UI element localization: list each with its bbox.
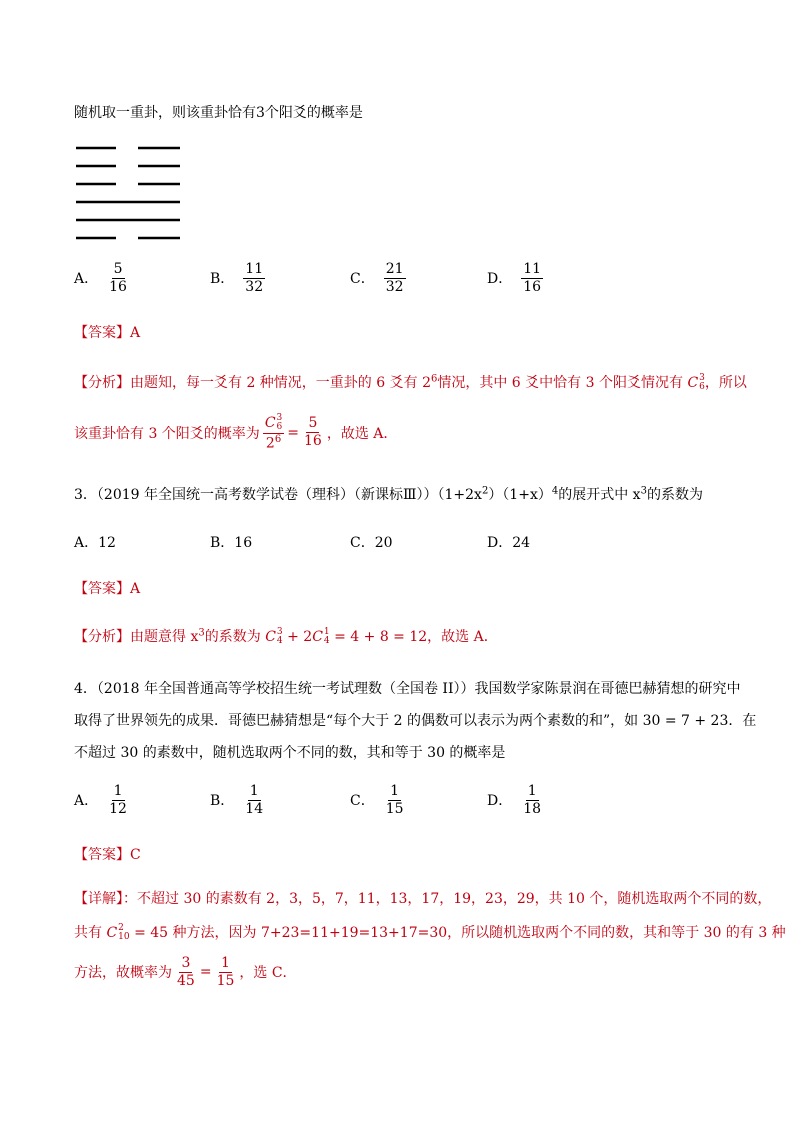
answer-value: A xyxy=(130,325,141,341)
hexagram-figure xyxy=(74,140,186,244)
question-stem: 随机取一重卦，则该重卦恰有3个阳爻的概率是 xyxy=(74,105,363,121)
q3-option-b: B．16 xyxy=(210,535,253,551)
q4-option-b: B． $\frac{1}{14}$ xyxy=(210,783,264,817)
q4-option-a: A． $\frac{1}{12}$ xyxy=(74,783,127,817)
q4-detail-line-1: 【详解】：不超过 30 的素数有 2，3，5，7，11，13，17，19，23，29，共 10 个，随机选取两个不同的数， xyxy=(74,891,772,907)
option-a: A． $\frac{5}{16}$ xyxy=(74,261,127,295)
q4-detail-line-3: 方法，故概率为 $\frac{3}{45}$ = $\frac{1}{15}$ ，选 C． xyxy=(74,955,297,989)
q3-option-a: A．12 xyxy=(74,535,116,551)
q4-detail-line-2: 共有 C 2 10 = 45 种方法，因为 7+23=11+19=13+17=30，所以随机选取两个不同的数，其和等于 30 的有 3 种 xyxy=(74,923,786,942)
option-c: C． $\frac{21}{32}$ xyxy=(350,261,404,295)
analysis-line-1: 【分析】由题知，每一爻有 2 种情况，一重卦的 6 爻有 $2^6$情况，其中 6 爻中恰有 3 个阳爻情况有 C 3 6 ，所以 xyxy=(74,373,747,392)
q3-option-d: D．24 xyxy=(487,535,531,551)
q4-stem-line-1: 4．（2018 年全国普通高等学校招生统一考试理数（全国卷 II））我国数学家陈景润在哥德巴赫猜想的研究中 xyxy=(74,681,741,697)
answer-tag: 【答案】 xyxy=(74,325,130,341)
q4-answer-line: 【答案】C xyxy=(74,847,141,863)
option-b: B． $\frac{11}{32}$ xyxy=(210,261,264,295)
q3-analysis: 【分析】由题意得 $x^3$的系数为 C 3 4 + 2C 1 4 = 4 + 8 = 12，故选 A． xyxy=(74,627,498,646)
q4-option-c: C． $\frac{1}{15}$ xyxy=(350,783,404,817)
option-d: D． $\frac{11}{16}$ xyxy=(487,261,542,295)
q4-stem-line-2: 取得了世界领先的成果．哥德巴赫猜想是“每个大于 2 的偶数可以表示为两个素数的和”，如 30 = 7 + 23．在 xyxy=(74,713,757,729)
q3-answer-line: 【答案】A xyxy=(74,581,141,597)
q4-stem-line-3: 不超过 30 的素数中，随机选取两个不同的数，其和等于 30 的概率是 xyxy=(74,745,506,761)
analysis-line-2: 该重卦恰有 3 个阳爻的概率为 C 3 6 $2^6$ = $\frac{5}{16}$ ，故选 A． xyxy=(74,413,398,452)
q4-option-d: D． $\frac{1}{18}$ xyxy=(487,783,542,817)
q3-option-c: C．20 xyxy=(350,535,393,551)
answer-line xyxy=(74,322,140,342)
q3-stem: 3．（2019 年全国统一高考数学试卷（理科）（新课标$Ⅲ))(1+2x^2)(1+x)^4$的展开式中 $x^3$的系数为 xyxy=(74,485,703,503)
